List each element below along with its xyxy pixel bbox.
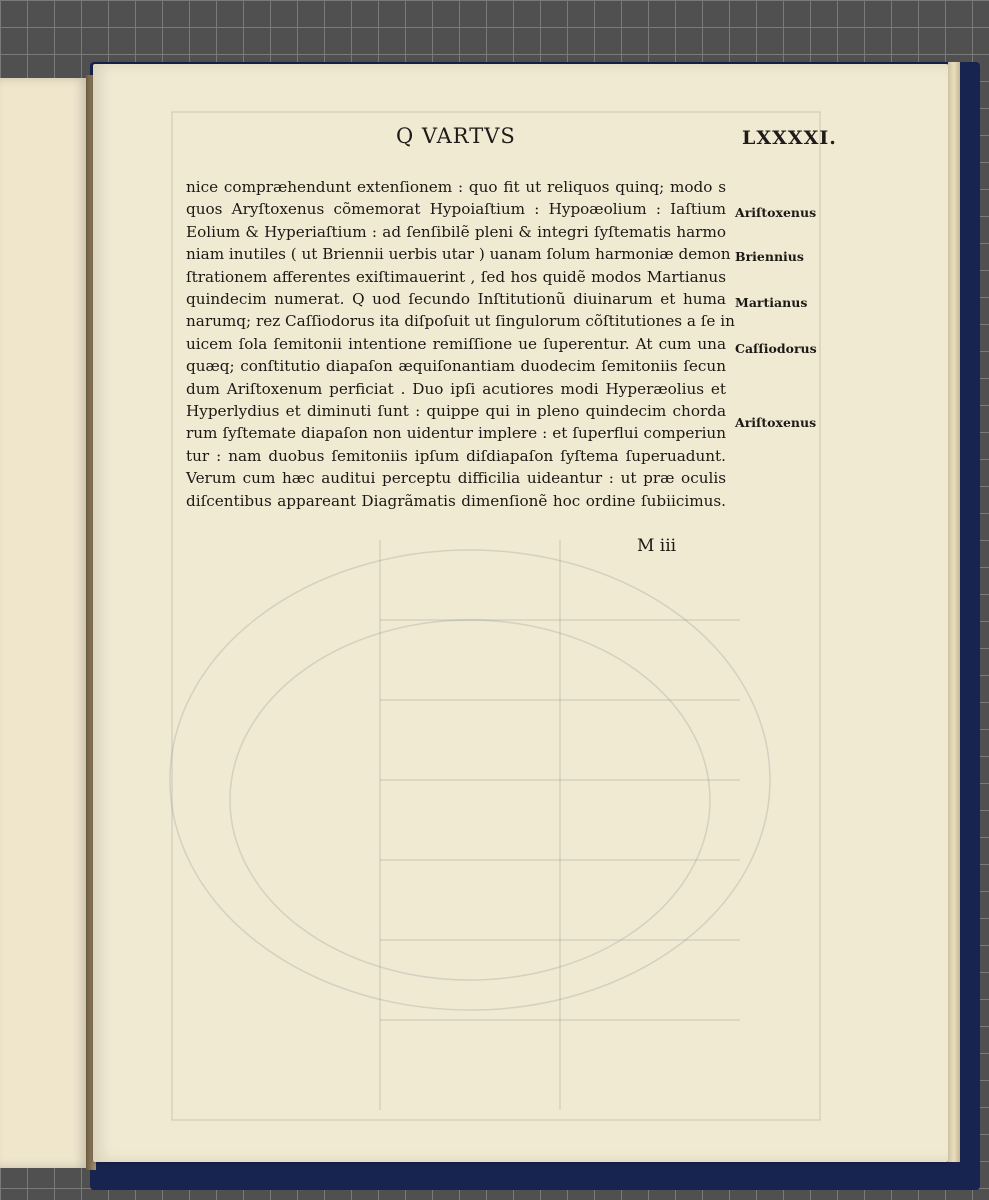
text-line: Hyperlydius et diminuti ſunt : quippe qui in pleno quindecim chorda bbox=[186, 402, 726, 421]
text-line: dum Ariſtoxenum perficiat . Duo ipſi acutiores modi Hyperæolius et bbox=[186, 379, 726, 398]
running-head: Q VARTVS bbox=[396, 124, 516, 148]
text-line: quindecim numerat. Q uod ſecundo Inſtitutionũ diuinarum et huma bbox=[186, 290, 726, 309]
text-line: quos Aryſtoxenus cõmemorat Hypoiaſtium : Hypoæolium : Iaſtium bbox=[186, 200, 726, 219]
signature-mark: M iii bbox=[637, 536, 677, 556]
body-text bbox=[186, 176, 735, 512]
page-edge bbox=[948, 62, 960, 1162]
text-line: rum ſyſtemate diapaſon non uidentur implere : et ſuperflui comperiun bbox=[186, 424, 726, 443]
facing-page bbox=[0, 78, 90, 1168]
margin-note: Caſſiodorus bbox=[735, 341, 817, 356]
margin-note: Ariſtoxenus bbox=[735, 205, 817, 220]
text-line: ſtrationem afferentes exiſtimauerint , ſed hos quidẽ modos Martianus bbox=[186, 267, 726, 286]
folio-number: LXXXXI. bbox=[742, 127, 837, 149]
text-line: Eolium & Hyperiaſtium : ad ſenſibilẽ pleni & integri ſyſtematis harmo bbox=[186, 222, 726, 241]
text-line: niam inutiles ( ut Briennii uerbis utar ) uanam ſolum harmoniæ demon bbox=[186, 245, 731, 264]
text-line: nice compræhendunt extenſionem : quo fit ut reliquos quinq; modo s bbox=[186, 178, 726, 196]
margin-note: Martianus bbox=[735, 295, 808, 310]
margin-note: Briennius bbox=[735, 249, 804, 264]
text-line: quæq; conſtitutio diapaſon æquiſonantiam duodecim ſemitoniis ſecun bbox=[186, 357, 726, 376]
text-line: Verum cum hæc auditui perceptu difficilia uideantur : ut præ oculis bbox=[186, 469, 726, 488]
text-line: diſcentibus appareant Diagrãmatis dimenſionẽ hoc ordine ſubiicimus. bbox=[186, 491, 726, 510]
text-line: narumq; rez Caſſiodorus ita diſpoſuit ut ſingulorum cõſtitutiones a ſe in bbox=[186, 312, 735, 331]
margin-note: Ariſtoxenus bbox=[735, 415, 817, 430]
text-line: tur : nam duobus ſemitoniis ipſum diſdiapaſon ſyſtema ſuperuadunt. bbox=[186, 446, 726, 465]
text-line: uicem ſola ſemitonii intentione remiſſione ue ſuperentur. At cum una bbox=[186, 334, 726, 353]
